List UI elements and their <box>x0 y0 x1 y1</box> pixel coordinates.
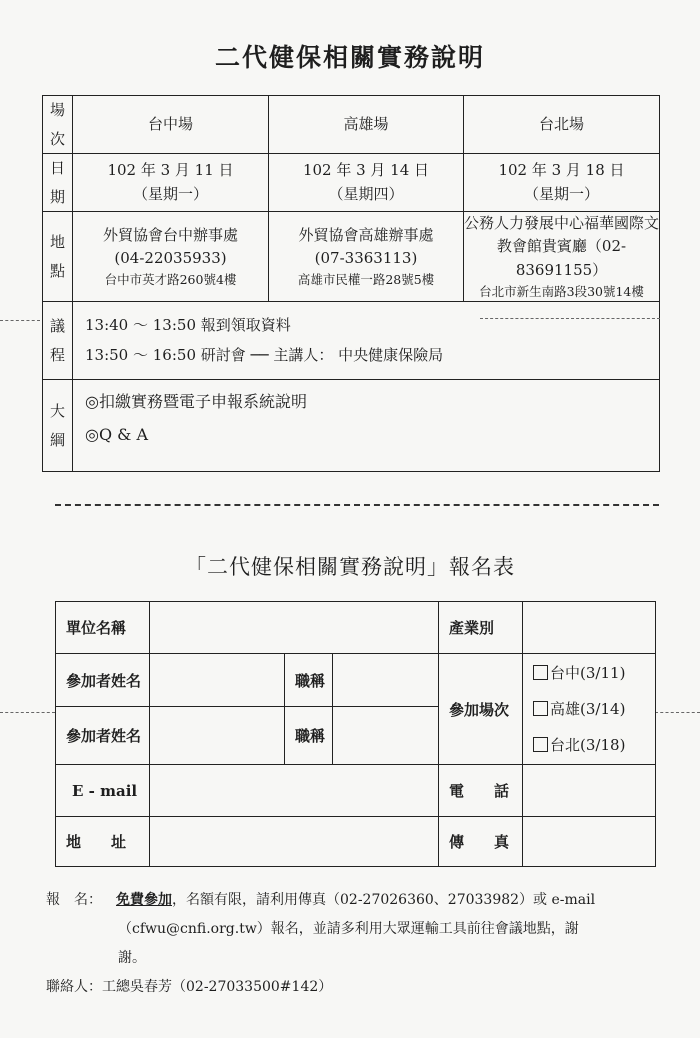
session-location-kaohsiung: 外貿協會高雄辦事處 (07-3363113) 高雄市民權一路28號5樓 <box>269 212 464 302</box>
session-option-taipei[interactable]: 台北(3/18) <box>533 727 655 763</box>
register-note-line: 謝。 <box>118 950 146 966</box>
industry-label: 產業別 <box>439 602 523 654</box>
registration-form-table <box>55 601 656 867</box>
session-choice-label: 參加場次 <box>439 654 523 765</box>
seminar-info-table <box>42 95 660 472</box>
email-field[interactable] <box>150 765 439 817</box>
row-header-agenda: 議 程 <box>43 302 73 380</box>
session-date-taichung: 102 年 3 月 11 日 （星期一） <box>73 154 269 212</box>
scan-artifact-line <box>655 712 700 713</box>
session-name-taipei: 台北場 <box>464 96 660 154</box>
unit-name-field[interactable] <box>150 602 439 654</box>
checkbox-icon[interactable] <box>533 665 548 680</box>
register-note-line: （cfwu@cnfi.org.tw）報名，並請多利用大眾運輸工具前往會議地點，謝 <box>118 921 579 937</box>
participant-name-label: 參加者姓名 <box>56 654 150 707</box>
register-note-line: 報 名： 免費參加，名額有限，請利用傳真（02-27026360、27033982）或 e-mail <box>46 892 596 908</box>
session-location-taichung: 外貿協會台中辦事處 (04-22035933) 台中市英才路260號4樓 <box>73 212 269 302</box>
session-date-kaohsiung: 102 年 3 月 14 日 （星期四） <box>269 154 464 212</box>
phone-field[interactable] <box>523 765 656 817</box>
session-name-taichung: 台中場 <box>73 96 269 154</box>
row-header-session: 場 次 <box>43 96 73 154</box>
cut-line-divider <box>55 504 659 506</box>
row-header-location: 地 點 <box>43 212 73 302</box>
fax-label: 傳 真 <box>439 817 523 867</box>
agenda-item: 13:50 ～ 16:50 研討會 ── 主講人： 中央健康保險局 <box>85 345 444 364</box>
job-title-label: 職稱 <box>285 707 333 765</box>
scan-artifact-line <box>0 320 40 321</box>
outline-item: ◎扣繳實務暨電子申報系統說明 <box>85 392 307 412</box>
row-header-outline: 大 綱 <box>43 380 73 472</box>
address-label: 地 址 <box>56 817 150 867</box>
unit-name-label: 單位名稱 <box>56 602 150 654</box>
row-header-date: 日 期 <box>43 154 73 212</box>
participant-name-field[interactable] <box>150 707 285 765</box>
session-name-kaohsiung: 高雄場 <box>269 96 464 154</box>
email-label: E - mail <box>56 765 150 817</box>
agenda-item: 13:40 ～ 13:50 報到領取資料 <box>85 316 291 335</box>
session-option-taichung[interactable]: 台中(3/11) <box>533 655 655 691</box>
outline-cell <box>73 380 660 472</box>
form-title: 「二代健保相關實務說明」報名表 <box>185 555 515 579</box>
page-title: 二代健保相關實務說明 <box>214 43 485 72</box>
outline-item: ◎Q & A <box>85 424 149 444</box>
participant-name-label: 參加者姓名 <box>56 707 150 765</box>
checkbox-icon[interactable] <box>533 701 548 716</box>
free-admission: 免費參加 <box>116 892 172 908</box>
industry-field[interactable] <box>523 602 656 654</box>
scan-artifact-line <box>480 318 660 319</box>
session-date-taipei: 102 年 3 月 18 日 （星期一） <box>464 154 660 212</box>
session-location-taipei: 公務人力發展中心福華國際文 教會館貴賓廳（02-83691155） 台北市新生南路3段30號14樓 <box>464 212 660 302</box>
phone-label: 電 話 <box>439 765 523 817</box>
fax-field[interactable] <box>523 817 656 867</box>
scan-artifact-line <box>0 712 55 713</box>
agenda-cell <box>73 302 660 380</box>
job-title-label: 職稱 <box>285 654 333 707</box>
session-options <box>523 654 656 765</box>
address-field[interactable] <box>150 817 439 867</box>
registration-notes <box>46 886 676 1002</box>
contact-line: 聯絡人：工總吳春芳（02-27033500#142） <box>46 979 333 995</box>
job-title-field[interactable] <box>333 707 439 765</box>
participant-name-field[interactable] <box>150 654 285 707</box>
job-title-field[interactable] <box>333 654 439 707</box>
checkbox-icon[interactable] <box>533 737 548 752</box>
session-option-kaohsiung[interactable]: 高雄(3/14) <box>533 691 655 727</box>
